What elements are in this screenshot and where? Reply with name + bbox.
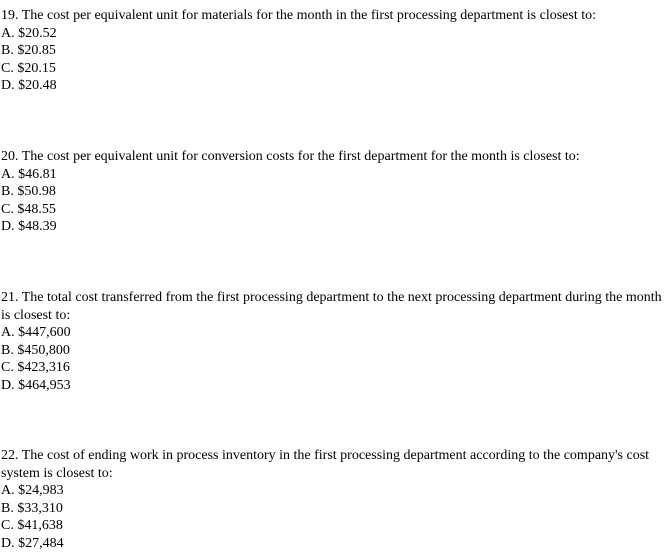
question-21	[1, 289, 667, 394]
question-stem: 19. The cost per equivalent unit for materials for the month in the first processing department is closest to:	[1, 8, 596, 23]
answer-option-c: C. $423,316	[1, 360, 70, 375]
answer-option-a: A. $20.52	[1, 25, 57, 41]
question-19	[1, 7, 667, 95]
question-20	[1, 148, 667, 236]
answer-option-b: B. $20.85	[1, 43, 56, 58]
answer-option-c: C. $48.55	[1, 201, 56, 217]
answer-option-d: D. $48.39	[1, 219, 57, 234]
question-22	[1, 447, 667, 552]
answer-option-d: D. $464,953	[1, 377, 71, 393]
question-stem: 20. The cost per equivalent unit for conversion costs for the first department for the month is closest to:	[1, 149, 580, 164]
question-stem: 22. The cost of ending work in process inventory in the first processing department according to the company's cost system is closest to:	[1, 448, 650, 481]
answer-option-a: A. $447,600	[1, 325, 71, 340]
answer-option-d: D. $27,484	[1, 535, 64, 551]
answer-option-d: D. $20.48	[1, 78, 57, 93]
answer-option-a: A. $46.81	[1, 166, 57, 182]
answer-option-a: A. $24,983	[1, 483, 64, 498]
answer-option-b: B. $450,800	[1, 342, 70, 358]
answer-option-b: B. $50.98	[1, 184, 56, 199]
answer-option-b: B. $33,310	[1, 500, 63, 516]
answer-option-c: C. $41,638	[1, 518, 63, 533]
answer-option-c: C. $20.15	[1, 60, 56, 76]
question-stem: 21. The total cost transferred from the first processing department to the next processing department during the month is closest to:	[1, 290, 662, 323]
